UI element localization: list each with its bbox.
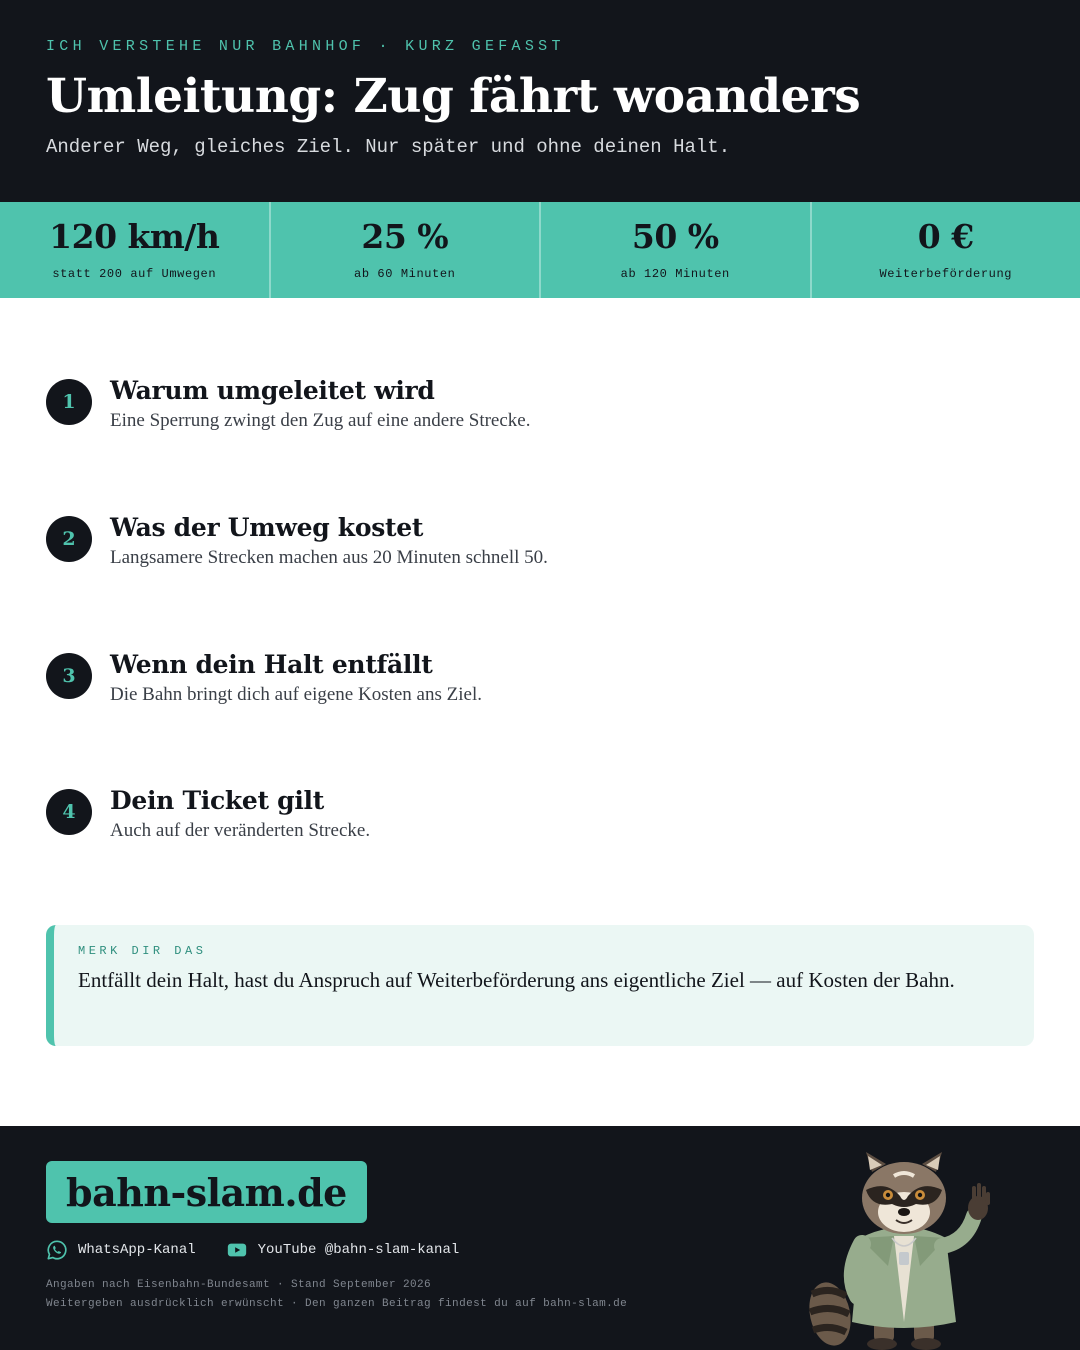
step-item [46, 786, 1036, 842]
step-number-badge: 2 [46, 516, 92, 562]
raccoon-mascot-image [796, 1146, 1006, 1350]
step-description: Eine Sperrung zwingt den Zug auf eine andere Strecke. [110, 410, 531, 431]
stat-label: ab 120 Minuten [620, 266, 730, 281]
page-title: Umleitung: Zug fährt woanders [46, 69, 861, 124]
step-title: Warum umgeleitet wird [110, 376, 435, 405]
stat-refund-60 [271, 202, 542, 298]
stat-value: 120 km/h [49, 216, 220, 256]
step-content [110, 786, 370, 842]
page-subtitle: Anderer Weg, gleiches Ziel. Nur später und ohne deinen Halt. [46, 136, 731, 158]
brand-logo[interactable] [46, 1161, 367, 1223]
stat-value: 25 % [361, 216, 449, 256]
stat-cost [812, 202, 1080, 298]
step-title: Was der Umweg kostet [110, 513, 424, 542]
whatsapp-link[interactable] [46, 1239, 196, 1261]
stat-label: Weiterbeförderung [879, 266, 1013, 281]
youtube-icon [226, 1239, 248, 1261]
step-number-badge: 3 [46, 653, 92, 699]
stats-bar [0, 202, 1080, 298]
step-number-badge: 4 [46, 789, 92, 835]
stat-value: 0 € [917, 216, 974, 256]
stat-refund-120 [541, 202, 812, 298]
footer [0, 1126, 1080, 1350]
whatsapp-icon [46, 1239, 68, 1261]
kicker: ICH VERSTEHE NUR BAHNHOF · KURZ GEFASST [46, 38, 565, 55]
note-label: MERK DIR DAS [78, 944, 207, 958]
whatsapp-label: WhatsApp-Kanal [78, 1242, 196, 1258]
youtube-link[interactable] [226, 1239, 460, 1261]
step-item [46, 376, 1036, 432]
step-description: Die Bahn bringt dich auf eigene Kosten ans Ziel. [110, 684, 482, 705]
step-item [46, 513, 1036, 569]
key-takeaway-box [46, 925, 1034, 1046]
stat-speed [0, 202, 271, 298]
step-number-badge: 1 [46, 379, 92, 425]
footer-meta [46, 1276, 627, 1314]
stat-value: 50 % [631, 216, 719, 256]
share-note: Weitergeben ausdrücklich erwünscht · Den ganzen Beitrag findest du auf bahn-slam.de [46, 1298, 628, 1310]
stat-label: ab 60 Minuten [354, 266, 456, 281]
brand-name: bahn-slam.de [66, 1169, 347, 1215]
step-description: Auch auf der veränderten Strecke. [110, 820, 371, 841]
note-text: Entfällt dein Halt, hast du Anspruch auf Weiterbeförderung ans eigentliche Ziel — auf Kosten der Bahn. [78, 968, 955, 992]
youtube-label: YouTube @bahn-slam-kanal [257, 1242, 460, 1258]
header [0, 0, 1080, 202]
waving-hand [968, 1183, 990, 1220]
step-content [110, 650, 482, 706]
step-content [110, 376, 530, 432]
social-links [46, 1239, 489, 1261]
stat-label: statt 200 auf Umwegen [52, 266, 217, 281]
step-title: Wenn dein Halt entfällt [110, 650, 433, 679]
step-item [46, 650, 1036, 706]
step-title: Dein Ticket gilt [110, 786, 324, 815]
source-note: Angaben nach Eisenbahn-Bundesamt · Stand September 2026 [46, 1279, 432, 1291]
step-content [110, 513, 548, 569]
step-description: Langsamere Strecken machen aus 20 Minuten schnell 50. [110, 547, 548, 568]
raccoon-head [862, 1152, 946, 1234]
